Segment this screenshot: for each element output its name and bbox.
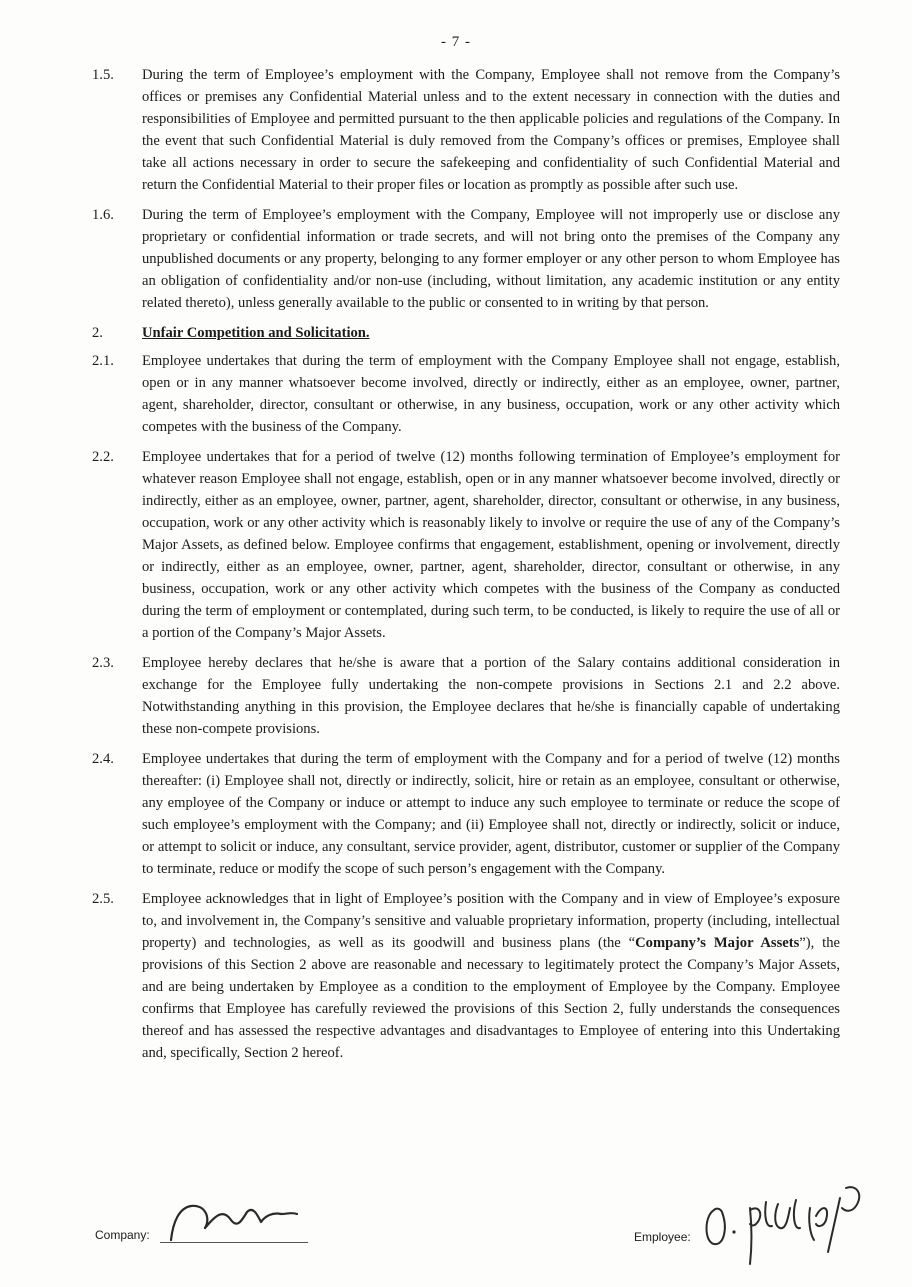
clause-text: [142, 888, 840, 1064]
clause-text: Employee undertakes that during the term of employment with the Company Employee shall not engage, establish, open or in any manner whatsoever become involved, directly or indirectly, either as an employee, owner, partner, agent, shareholder, director, consultant or otherwise, in any business, occupation, work or any other activity which competes with the business of the Company.: [142, 353, 840, 435]
clause-text: During the term of Employee’s employment with the Company, Employee will not improperly use or disclose any proprietary or confidential information or trade secrets, and will not bring onto the premises of the Company any unpublished documents or any property, belonging to any former employer or any other person to whom Employee has an obligation of confidentiality and/or non-use (including, without limitation, any academic institution or any entity related thereto), unless generally available to the public or consented to in writing by that person.: [142, 207, 840, 311]
clause-1-5: [92, 64, 840, 196]
document-body: [92, 64, 840, 1072]
clause-text-part: Employee acknowledges that in light of Employee’s position with the Company and in view of Employee’s exposure to, and involvement in, the Company’s sensitive and valuable proprietary information, property (including, intellectual property) and technologies, as well as its goodwill and business plans (the “: [142, 891, 840, 951]
page-number: - 7 -: [441, 34, 471, 50]
clause-text: Employee hereby declares that he/she is aware that a portion of the Salary contains additional consideration in exchange for the Employee fully undertaking the non-compete provisions in Sections 2.1 and 2.2 above. Notwithstanding anything in this provision, the Employee declares that he/she is financially capable of undertaking these non-compete provisions.: [142, 655, 840, 737]
clause-2-4: [92, 748, 840, 880]
company-signature-label: Company:: [95, 1228, 150, 1242]
clause-2-3: [92, 652, 840, 740]
employee-signature-icon: [700, 1180, 870, 1270]
clause-2-2: [92, 446, 840, 644]
clause-number: 2.5.: [92, 891, 114, 907]
section-title: Unfair Competition and Solicitation.: [142, 325, 370, 341]
clause-number: 2.2.: [92, 449, 114, 465]
company-signature-icon: [165, 1192, 310, 1244]
clause-text: Employee undertakes that during the term of employment with the Company and for a period of twelve (12) months thereafter: (i) Employee shall not, directly or indirectly, solicit, hire or retain as an employee, consultant or otherwise, any employee of the Company or induce or attempt to induce any such employee to terminate or reduce the scope of such employee’s employment with the Company; and (ii) Employee shall not, directly or indirectly, solicit or induce, or attempt to solicit or induce, any consultant, service provider, agent, distributor, customer or supplier of the Company to terminate, reduce or modify the scope of such person’s engagement with the Company.: [142, 751, 840, 877]
clause-number: 1.5.: [92, 67, 114, 83]
clause-number: 2.1.: [92, 353, 114, 369]
section-heading-2: [92, 322, 840, 344]
clause-text: During the term of Employee’s employment with the Company, Employee shall not remove from the Company’s offices or premises any Confidential Material unless and to the extent necessary in connection with the duties and responsibilities of Employee and permitted pursuant to the then applicable policies and regulations of the Company. In the event that such Confidential Material is duly removed from the Company’s offices or premises, Employee shall take all actions necessary in order to secure the safekeeping and confidentiality of such Confidential Material and return the Confidential Material to their proper files or location as promptly as possible after such use.: [142, 67, 840, 193]
clause-number: 1.6.: [92, 207, 114, 223]
clause-2-1: [92, 350, 840, 438]
clause-text: Employee undertakes that for a period of twelve (12) months following termination of Employee’s employment for whatever reason Employee shall not engage, establish, open or in any manner whatsoever become involved, directly or indirectly, either as an employee, owner, partner, agent, shareholder, director, consultant or otherwise, in any business, occupation, work or any other activity which is reasonably likely to involve or require the use of any of the Company’s Major Assets, as defined below. Employee confirms that engagement, establishment, opening or involvement, directly or indirectly, either as an employee, owner, partner, agent, shareholder, director, consultant or otherwise, in any business, occupation, work or any other activity which competes with the business of the Company as conducted during the term of employment or contemplated, during such term, to be conducted, is likely to require the use of all or a portion of the Company’s Major Assets.: [142, 449, 840, 641]
clause-number: 2.4.: [92, 751, 114, 767]
defined-term: Company’s Major Assets: [635, 935, 800, 951]
clause-1-6: [92, 204, 840, 314]
employee-signature-label: Employee:: [634, 1230, 691, 1244]
clause-2-5: [92, 888, 840, 1064]
clause-text-part: ”), the provisions of this Section 2 above are reasonable and necessary to legitimately protect the Company’s Major Assets, and are being undertaken by Employee as a condition to the employment of Employee by the Company. Employee confirms that Employee has carefully reviewed the provisions of this Section 2, fully understands the consequences thereof and has assessed the respective advantages and disadvantages to Employee of entering into this Undertaking and, specifically, Section 2 hereof.: [142, 935, 840, 1061]
signature-block: [0, 1188, 912, 1268]
clause-number: 2.3.: [92, 655, 114, 671]
section-number: 2.: [92, 325, 103, 341]
